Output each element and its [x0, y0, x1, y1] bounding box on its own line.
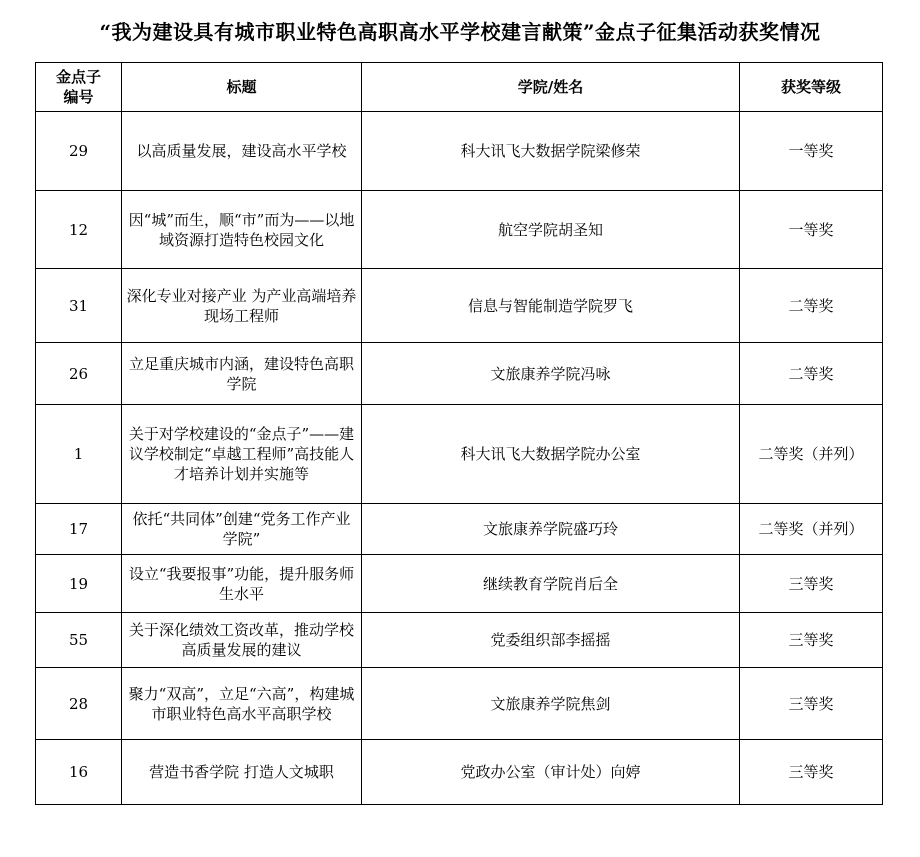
- cell-college-name: 党政办公室（审计处）向婷: [362, 740, 740, 805]
- cell-number: 16: [36, 740, 122, 805]
- cell-award-level: 二等奖（并列）: [740, 405, 883, 504]
- cell-number: 19: [36, 555, 122, 613]
- cell-number: 55: [36, 613, 122, 668]
- table-row: [36, 191, 883, 269]
- table-header-row: [36, 63, 883, 112]
- cell-title: 营造书香学院 打造人文城职: [122, 740, 362, 805]
- cell-college-name: 航空学院胡圣知: [362, 191, 740, 269]
- cell-title: 以高质量发展，建设高水平学校: [122, 112, 362, 191]
- table-row: [36, 740, 883, 805]
- cell-award-level: 三等奖: [740, 555, 883, 613]
- cell-title: 设立“我要报事”功能，提升服务师生水平: [122, 555, 362, 613]
- cell-award-level: 三等奖: [740, 613, 883, 668]
- header-number: [36, 63, 122, 112]
- cell-title: 关于对学校建设的“金点子”——建议学校制定“卓越工程师”高技能人才培养计划并实施等: [122, 405, 362, 504]
- cell-title: 关于深化绩效工资改革，推动学校高质量发展的建议: [122, 613, 362, 668]
- header-title: 标题: [122, 63, 362, 112]
- cell-college-name: 继续教育学院肖后全: [362, 555, 740, 613]
- cell-award-level: 二等奖: [740, 343, 883, 405]
- cell-college-name: 信息与智能制造学院罗飞: [362, 269, 740, 343]
- cell-title: 聚力“双高”，立足“六高”，构建城市职业特色高水平高职学校: [122, 668, 362, 740]
- cell-college-name: 科大讯飞大数据学院办公室: [362, 405, 740, 504]
- cell-number: 28: [36, 668, 122, 740]
- header-number-line2: 编号: [63, 88, 94, 106]
- table-row: [36, 555, 883, 613]
- table-row: [36, 504, 883, 555]
- cell-college-name: 文旅康养学院盛巧玲: [362, 504, 740, 555]
- cell-award-level: 二等奖（并列）: [740, 504, 883, 555]
- cell-number: 31: [36, 269, 122, 343]
- cell-award-level: 三等奖: [740, 668, 883, 740]
- table-row: [36, 269, 883, 343]
- header-college-name: 学院/姓名: [362, 63, 740, 112]
- table-row: [36, 613, 883, 668]
- header-award-level: 获奖等级: [740, 63, 883, 112]
- cell-award-level: 三等奖: [740, 740, 883, 805]
- cell-number: 12: [36, 191, 122, 269]
- cell-award-level: 二等奖: [740, 269, 883, 343]
- cell-title: 依托“共同体”创建“党务工作产业学院”: [122, 504, 362, 555]
- table-row: [36, 343, 883, 405]
- cell-college-name: 党委组织部李摇摇: [362, 613, 740, 668]
- cell-number: 29: [36, 112, 122, 191]
- table-row: [36, 112, 883, 191]
- cell-number: 1: [36, 405, 122, 504]
- cell-number: 26: [36, 343, 122, 405]
- table-row: [36, 405, 883, 504]
- cell-college-name: 文旅康养学院焦剑: [362, 668, 740, 740]
- header-number-line1: 金点子: [55, 68, 101, 86]
- cell-title: 立足重庆城市内涵，建设特色高职学院: [122, 343, 362, 405]
- document-title: “我为建设具有城市职业特色高职高水平学校建言献策”金点子征集活动获奖情况: [99, 20, 821, 44]
- cell-award-level: 一等奖: [740, 112, 883, 191]
- table-row: [36, 668, 883, 740]
- cell-award-level: 一等奖: [740, 191, 883, 269]
- cell-title: 深化专业对接产业 为产业高端培养现场工程师: [122, 269, 362, 343]
- cell-college-name: 科大讯飞大数据学院梁修荣: [362, 112, 740, 191]
- cell-number: 17: [36, 504, 122, 555]
- cell-title: 因“城”而生，顺“市”而为——以地域资源打造特色校园文化: [122, 191, 362, 269]
- awards-table: [35, 62, 883, 805]
- cell-college-name: 文旅康养学院冯咏: [362, 343, 740, 405]
